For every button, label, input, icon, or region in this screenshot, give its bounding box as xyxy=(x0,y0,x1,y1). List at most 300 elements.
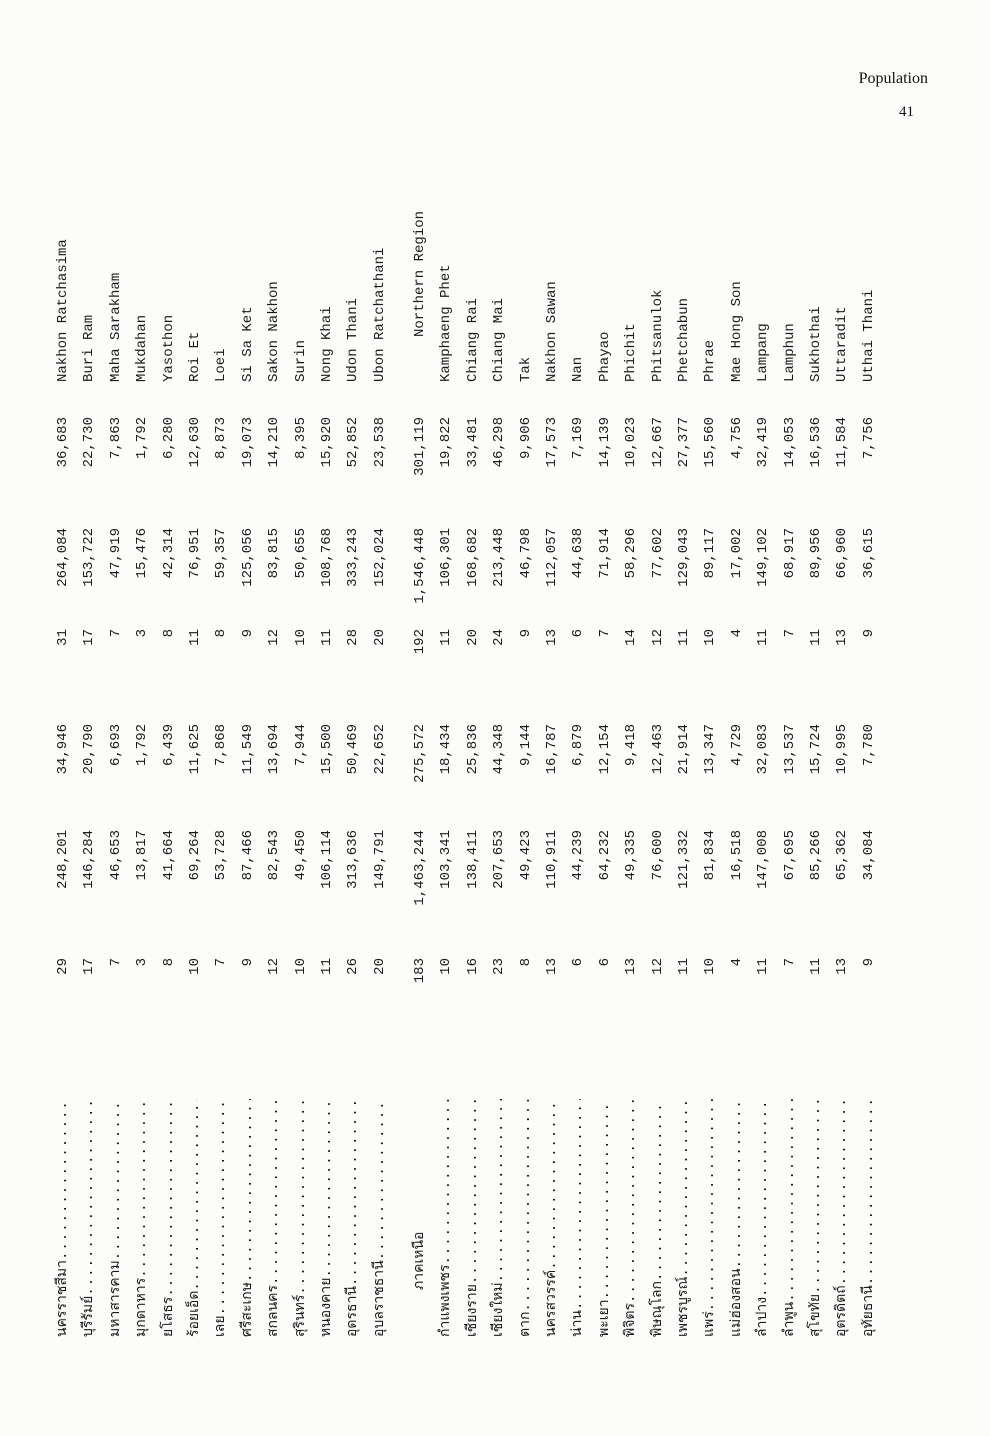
value-cell-6: 32,419 xyxy=(755,417,772,468)
thai-province-name: เชียงราย xyxy=(464,1284,481,1337)
value-cell-6: 8,395 xyxy=(292,417,309,460)
value-cell-3: 44,348 xyxy=(491,724,508,775)
value-cell-2: 106,114 xyxy=(318,830,335,889)
province-row xyxy=(486,177,512,1337)
value-cell-2: 138,411 xyxy=(464,830,481,889)
thai-province-name: ยโสธร xyxy=(160,1296,177,1337)
thai-name-cell xyxy=(314,1099,340,1337)
value-cell-5: 76,951 xyxy=(186,528,203,579)
dot-leader xyxy=(288,1099,314,1295)
dot-leader xyxy=(856,1099,882,1285)
value-cell-2: 82,543 xyxy=(266,830,283,881)
value-cell-1: 20 xyxy=(371,958,388,975)
dot-leader xyxy=(208,1099,234,1315)
value-cell-2: 121,332 xyxy=(675,830,692,889)
value-cell-2: 53,728 xyxy=(213,830,230,881)
value-cell-1: 183 xyxy=(412,958,429,984)
value-cell-6: 11,584 xyxy=(834,417,851,468)
value-cell-3: 13,347 xyxy=(702,724,719,775)
thai-name-cell xyxy=(486,1099,512,1337)
value-cell-6: 16,536 xyxy=(807,417,824,468)
english-province-name: Lamphun xyxy=(781,323,798,382)
english-province-name: Sakon Nakhon xyxy=(266,281,283,382)
value-cell-5: 264,084 xyxy=(55,528,71,587)
thai-province-name: กำแพงเพชร xyxy=(438,1264,455,1337)
thai-name-cell xyxy=(645,1099,671,1337)
province-row xyxy=(565,177,591,1337)
english-province-name: Uttaradit xyxy=(834,306,851,382)
thai-province-name: ตาก xyxy=(517,1311,534,1337)
value-cell-2: 146,284 xyxy=(81,830,98,889)
value-cell-5: 59,357 xyxy=(213,528,230,579)
value-cell-5: 71,914 xyxy=(596,528,613,579)
value-cell-5: 50,655 xyxy=(292,528,309,579)
english-province-name: Phrae xyxy=(702,339,719,382)
english-province-name: Chiang Rai xyxy=(464,297,481,382)
thai-name-cell xyxy=(539,1099,565,1337)
province-row xyxy=(856,177,882,1337)
value-cell-4: 17 xyxy=(81,629,98,646)
thai-province-name: เลย xyxy=(213,1315,230,1337)
value-cell-2: 248,201 xyxy=(55,830,71,889)
thai-name-cell xyxy=(235,1099,261,1337)
value-cell-6: 17,573 xyxy=(544,417,561,468)
value-cell-6: 8,873 xyxy=(213,417,230,460)
running-title: Population xyxy=(858,70,928,87)
dot-leader xyxy=(803,1099,829,1294)
value-cell-6: 12,667 xyxy=(649,417,666,468)
english-province-name: Phayao xyxy=(596,331,613,382)
province-row xyxy=(156,177,182,1337)
value-cell-3: 18,434 xyxy=(438,724,455,775)
value-cell-6: 15,560 xyxy=(702,417,719,468)
value-cell-1: 16 xyxy=(464,958,481,975)
value-cell-6: 33,481 xyxy=(464,417,481,468)
value-cell-2: 207,653 xyxy=(491,830,508,889)
province-row xyxy=(103,177,129,1337)
thai-name-cell xyxy=(407,1099,433,1337)
thai-name-cell xyxy=(50,1099,76,1337)
province-row xyxy=(645,177,671,1337)
value-cell-1: 10 xyxy=(186,958,203,975)
value-cell-3: 11,549 xyxy=(239,724,256,775)
value-cell-4: 7 xyxy=(781,629,798,638)
value-cell-6: 14,053 xyxy=(781,417,798,468)
english-province-name: Chiang Mai xyxy=(491,297,508,382)
value-cell-3: 11,625 xyxy=(186,724,203,775)
value-cell-5: 36,615 xyxy=(860,528,877,579)
english-province-name: Uthai Thani xyxy=(860,289,877,382)
value-cell-1: 10 xyxy=(702,958,719,975)
province-row xyxy=(829,177,855,1337)
page-number: 41 xyxy=(899,104,914,120)
thai-name-cell xyxy=(724,1099,750,1337)
thai-province-name: ศรีสะเกษ xyxy=(239,1282,256,1337)
province-row xyxy=(129,177,155,1337)
thai-name-cell xyxy=(856,1099,882,1337)
value-cell-5: 108,768 xyxy=(318,528,335,587)
thai-province-name: พิจิตร xyxy=(623,1302,640,1337)
english-province-name: Nan xyxy=(570,356,587,382)
english-province-name: Yasothon xyxy=(160,314,177,382)
value-cell-1: 17 xyxy=(81,958,98,975)
value-cell-6: 10,023 xyxy=(623,417,640,468)
thai-name-cell xyxy=(565,1099,591,1337)
value-cell-1: 13 xyxy=(834,958,851,975)
value-cell-2: 81,834 xyxy=(702,830,719,881)
thai-province-name: มหาสารคาม xyxy=(107,1260,124,1337)
value-cell-2: 13,817 xyxy=(134,830,151,881)
value-cell-3: 34,946 xyxy=(55,724,71,775)
thai-province-name: สกลนคร xyxy=(266,1284,283,1337)
province-row xyxy=(235,177,261,1337)
thai-province-name: อุทัยธานี xyxy=(860,1285,877,1337)
thai-name-cell xyxy=(460,1099,486,1337)
value-cell-5: 168,682 xyxy=(464,528,481,587)
english-province-name: Phetchabun xyxy=(675,297,692,382)
value-cell-3: 16,787 xyxy=(544,724,561,775)
english-province-name: Maha Sarakham xyxy=(107,272,124,382)
value-cell-3: 10,995 xyxy=(834,724,851,775)
value-cell-6: 7,169 xyxy=(570,417,587,460)
dot-leader xyxy=(182,1099,208,1291)
province-row xyxy=(433,177,459,1337)
value-cell-1: 8 xyxy=(517,958,534,967)
english-province-name: Nakhon Ratchasima xyxy=(55,239,71,382)
province-row xyxy=(208,177,234,1337)
dot-leader xyxy=(76,1099,102,1296)
value-cell-1: 7 xyxy=(107,958,124,967)
value-cell-2: 41,664 xyxy=(160,830,177,881)
value-cell-5: 149,102 xyxy=(755,528,772,587)
province-row xyxy=(50,177,76,1337)
dot-leader xyxy=(367,1099,393,1260)
value-cell-1: 10 xyxy=(438,958,455,975)
value-cell-1: 11 xyxy=(318,958,335,975)
value-cell-2: 87,466 xyxy=(239,830,256,881)
value-cell-6: 22,730 xyxy=(81,417,98,468)
english-province-name: Kamphaeng Phet xyxy=(438,264,455,382)
province-row xyxy=(539,177,565,1337)
dot-leader xyxy=(513,1099,539,1312)
province-row xyxy=(671,177,697,1337)
thai-province-name: น่าน xyxy=(570,1309,587,1337)
value-cell-3: 9,144 xyxy=(517,724,534,767)
value-cell-2: 46,653 xyxy=(107,830,124,881)
value-cell-3: 1,792 xyxy=(134,724,151,767)
english-province-name: Tak xyxy=(517,356,534,382)
value-cell-3: 32,083 xyxy=(755,724,772,775)
province-row xyxy=(750,177,776,1337)
value-cell-3: 15,724 xyxy=(807,724,824,775)
english-province-name: Sukhothai xyxy=(807,306,824,382)
thai-name-cell xyxy=(103,1099,129,1337)
value-cell-6: 4,756 xyxy=(728,417,745,460)
value-cell-6: 19,822 xyxy=(438,417,455,468)
value-cell-4: 14 xyxy=(623,629,640,646)
province-row xyxy=(182,177,208,1337)
value-cell-4: 31 xyxy=(55,629,71,646)
dot-leader xyxy=(724,1099,750,1268)
dot-leader xyxy=(433,1099,459,1265)
dot-leader xyxy=(103,1099,129,1260)
dot-leader xyxy=(645,1099,671,1281)
dot-leader xyxy=(829,1099,855,1285)
value-cell-3: 4,729 xyxy=(728,724,745,767)
value-cell-4: 11 xyxy=(318,629,335,646)
english-province-name: Mae Hong Son xyxy=(728,281,745,382)
value-cell-4: 7 xyxy=(107,629,124,638)
value-cell-2: 44,239 xyxy=(570,830,587,881)
thai-name-cell xyxy=(803,1099,829,1337)
value-cell-4: 10 xyxy=(702,629,719,646)
value-cell-5: 333,243 xyxy=(345,528,362,587)
value-cell-2: 34,084 xyxy=(860,830,877,881)
value-cell-4: 20 xyxy=(464,629,481,646)
province-row xyxy=(314,177,340,1337)
value-cell-3: 6,439 xyxy=(160,724,177,767)
english-province-name: Nakhon Sawan xyxy=(544,281,561,382)
value-cell-6: 12,630 xyxy=(186,417,203,468)
value-cell-5: 46,798 xyxy=(517,528,534,579)
thai-province-name: สุโขทัย xyxy=(807,1293,824,1337)
english-province-name: Buri Ram xyxy=(81,314,98,382)
province-row xyxy=(618,177,644,1337)
value-cell-5: 129,043 xyxy=(675,528,692,587)
value-cell-2: 49,450 xyxy=(292,830,309,881)
value-cell-2: 69,264 xyxy=(186,830,203,881)
value-cell-4: 13 xyxy=(544,629,561,646)
value-cell-1: 11 xyxy=(675,958,692,975)
province-row xyxy=(592,177,618,1337)
thai-province-name: แพร่ xyxy=(702,1311,719,1337)
value-cell-1: 10 xyxy=(292,958,309,975)
value-cell-5: 125,056 xyxy=(239,528,256,587)
value-cell-5: 47,919 xyxy=(107,528,124,579)
thai-name-cell xyxy=(129,1099,155,1337)
thai-province-name: ร้อยเอ็ด xyxy=(186,1290,203,1337)
english-province-name: Si Sa Ket xyxy=(239,306,256,382)
thai-province-name: สุรินทร์ xyxy=(292,1294,309,1337)
value-cell-2: 49,335 xyxy=(623,830,640,881)
dot-leader xyxy=(156,1099,182,1297)
value-cell-5: 58,296 xyxy=(623,528,640,579)
thai-name-cell xyxy=(513,1099,539,1337)
value-cell-4: 7 xyxy=(596,629,613,638)
value-cell-6: 1,792 xyxy=(134,417,151,460)
value-cell-3: 12,154 xyxy=(596,724,613,775)
thai-province-name: เพชรบูรณ์ xyxy=(675,1276,692,1337)
province-row xyxy=(697,177,723,1337)
value-cell-6: 52,852 xyxy=(345,417,362,468)
value-cell-6: 14,139 xyxy=(596,417,613,468)
value-cell-3: 12,463 xyxy=(649,724,666,775)
value-cell-1: 8 xyxy=(160,958,177,967)
value-cell-3: 7,780 xyxy=(860,724,877,767)
thai-name-cell xyxy=(156,1099,182,1337)
thai-province-name: เชียงใหม่ xyxy=(491,1282,508,1337)
province-row xyxy=(367,177,393,1337)
value-cell-2: 65,362 xyxy=(834,830,851,881)
value-cell-5: 112,057 xyxy=(544,528,561,587)
dot-leader xyxy=(261,1099,287,1285)
dot-leader xyxy=(340,1099,366,1286)
region-header-row xyxy=(407,177,433,1337)
value-cell-6: 9,906 xyxy=(517,417,534,460)
dot-leader xyxy=(592,1099,618,1299)
value-cell-2: 149,791 xyxy=(371,830,388,889)
value-cell-5: 213,448 xyxy=(491,528,508,587)
value-cell-4: 28 xyxy=(345,629,362,646)
thai-name-cell xyxy=(261,1099,287,1337)
value-cell-5: 17,002 xyxy=(728,528,745,579)
value-cell-2: 103,341 xyxy=(438,830,455,889)
thai-name-cell xyxy=(367,1099,393,1337)
value-cell-1: 29 xyxy=(55,958,71,975)
value-cell-4: 10 xyxy=(292,629,309,646)
thai-province-name: อุตรดิตถ์ xyxy=(834,1285,851,1337)
value-cell-1: 23 xyxy=(491,958,508,975)
value-cell-1: 7 xyxy=(781,958,798,967)
thai-province-name: ลำปาง xyxy=(755,1296,772,1337)
province-row xyxy=(288,177,314,1337)
dot-leader xyxy=(777,1099,803,1302)
value-cell-4: 20 xyxy=(371,629,388,646)
value-cell-3: 15,500 xyxy=(318,724,335,775)
english-province-name: Nong Khai xyxy=(318,306,335,382)
value-cell-1: 11 xyxy=(807,958,824,975)
value-cell-4: 6 xyxy=(570,629,587,638)
value-cell-2: 67,695 xyxy=(781,830,798,881)
english-province-name: Surin xyxy=(292,339,309,382)
value-cell-1: 13 xyxy=(623,958,640,975)
thai-province-name: ลำพูน xyxy=(781,1301,798,1337)
dot-leader xyxy=(618,1099,644,1303)
thai-province-name: ภาคเหนือ xyxy=(412,1231,429,1290)
value-cell-1: 6 xyxy=(596,958,613,967)
value-cell-6: 15,920 xyxy=(318,417,335,468)
thai-name-cell xyxy=(592,1099,618,1337)
thai-name-cell xyxy=(182,1099,208,1337)
thai-name-cell xyxy=(340,1099,366,1337)
value-cell-3: 6,693 xyxy=(107,724,124,767)
province-row xyxy=(340,177,366,1337)
value-cell-1: 12 xyxy=(266,958,283,975)
dot-leader xyxy=(486,1099,512,1282)
value-cell-3: 13,694 xyxy=(266,724,283,775)
province-population-table xyxy=(50,177,882,1337)
value-cell-4: 11 xyxy=(807,629,824,646)
value-cell-5: 152,024 xyxy=(371,528,388,587)
value-cell-2: 313,636 xyxy=(345,830,362,889)
thai-name-cell xyxy=(618,1099,644,1337)
thai-province-name: บุรีรัมย์ xyxy=(81,1295,98,1337)
value-cell-5: 77,602 xyxy=(649,528,666,579)
value-cell-3: 25,836 xyxy=(464,724,481,775)
value-cell-4: 192 xyxy=(412,629,429,655)
province-row xyxy=(803,177,829,1337)
value-cell-1: 9 xyxy=(239,958,256,967)
value-cell-1: 4 xyxy=(728,958,745,967)
value-cell-4: 12 xyxy=(649,629,666,646)
value-cell-2: 1,463,244 xyxy=(412,830,429,906)
value-cell-3: 7,868 xyxy=(213,724,230,767)
value-cell-1: 9 xyxy=(860,958,877,967)
value-cell-1: 26 xyxy=(345,958,362,975)
english-province-name: Ubon Ratchathani xyxy=(371,247,388,382)
thai-province-name: พิษณุโลก xyxy=(649,1280,666,1337)
english-province-name: Udon Thani xyxy=(345,297,362,382)
province-row xyxy=(513,177,539,1337)
value-cell-4: 13 xyxy=(834,629,851,646)
value-cell-4: 12 xyxy=(266,629,283,646)
value-cell-2: 16,518 xyxy=(728,830,745,881)
value-cell-3: 50,469 xyxy=(345,724,362,775)
value-cell-3: 7,944 xyxy=(292,724,309,767)
dot-leader xyxy=(460,1099,486,1284)
value-cell-5: 66,960 xyxy=(834,528,851,579)
value-cell-4: 11 xyxy=(186,629,203,646)
value-cell-4: 4 xyxy=(728,629,745,638)
value-cell-5: 153,722 xyxy=(81,528,98,587)
dot-leader xyxy=(697,1099,723,1311)
english-province-name: Mukdahan xyxy=(134,314,151,382)
thai-province-name: อุบลราชธานี xyxy=(371,1260,388,1337)
dot-leader xyxy=(750,1099,776,1297)
thai-name-cell xyxy=(433,1099,459,1337)
value-cell-2: 85,266 xyxy=(807,830,824,881)
value-cell-5: 1,546,448 xyxy=(412,528,429,604)
value-cell-6: 36,683 xyxy=(55,417,71,468)
value-cell-1: 3 xyxy=(134,958,151,967)
thai-province-name: พะเยา xyxy=(596,1299,613,1337)
english-province-name: Phichit xyxy=(623,323,640,382)
dot-leader xyxy=(671,1099,697,1277)
value-cell-4: 8 xyxy=(213,629,230,638)
english-province-name: Northern Region xyxy=(412,210,429,337)
province-row xyxy=(76,177,102,1337)
value-cell-4: 24 xyxy=(491,629,508,646)
english-province-name: Phitsanulok xyxy=(649,289,666,382)
value-cell-2: 49,423 xyxy=(517,830,534,881)
dot-leader xyxy=(539,1099,565,1270)
province-row xyxy=(460,177,486,1337)
dot-leader xyxy=(314,1099,340,1278)
value-cell-1: 12 xyxy=(649,958,666,975)
value-cell-4: 11 xyxy=(438,629,455,646)
value-cell-5: 68,917 xyxy=(781,528,798,579)
value-cell-5: 106,301 xyxy=(438,528,455,587)
value-cell-5: 42,314 xyxy=(160,528,177,579)
value-cell-5: 89,117 xyxy=(702,528,719,579)
value-cell-3: 275,572 xyxy=(412,724,429,783)
value-cell-4: 8 xyxy=(160,629,177,638)
value-cell-3: 22,652 xyxy=(371,724,388,775)
value-cell-5: 15,476 xyxy=(134,528,151,579)
english-province-name: Loei xyxy=(213,348,230,382)
dot-leader xyxy=(129,1099,155,1278)
value-cell-3: 13,537 xyxy=(781,724,798,775)
value-cell-6: 14,210 xyxy=(266,417,283,468)
thai-name-cell xyxy=(208,1099,234,1337)
value-cell-2: 76,600 xyxy=(649,830,666,881)
province-row xyxy=(777,177,803,1337)
value-cell-6: 7,756 xyxy=(860,417,877,460)
value-cell-2: 64,232 xyxy=(596,830,613,881)
value-cell-4: 9 xyxy=(517,629,534,638)
value-cell-1: 7 xyxy=(213,958,230,967)
value-cell-2: 147,008 xyxy=(755,830,772,889)
